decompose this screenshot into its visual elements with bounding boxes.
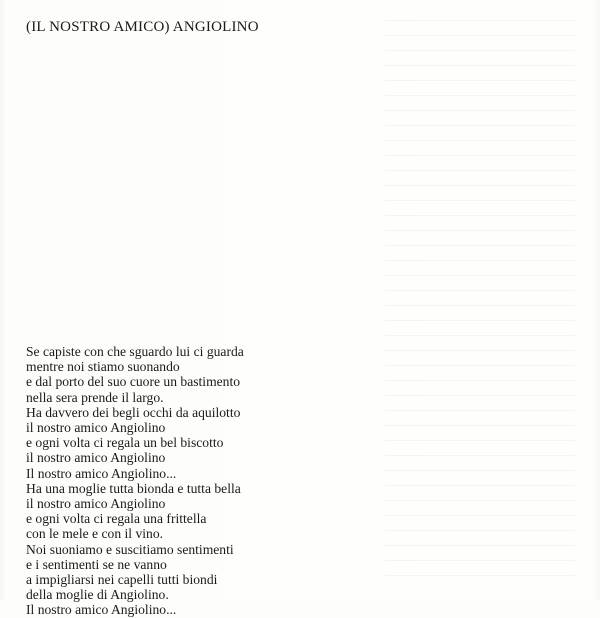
lyric-line: Se capiste con che sguardo lui ci guarda [26, 344, 244, 359]
lyric-line: il nostro amico Angiolino [26, 450, 166, 466]
lyric-line: Il nostro amico Angiolino... [26, 465, 177, 481]
lyric-line: e ogni volta ci regala una frittella [26, 511, 207, 527]
lyric-line: Il nostro amico Angiolino... [26, 602, 177, 618]
lyric-line: a impigliarsi nei capelli tutti biondi [26, 572, 218, 588]
lyric-line: nella sera prende il largo. [26, 389, 164, 405]
lyric-line: della moglie di Angiolino. [26, 587, 169, 603]
lyric-line: mentre noi stiamo suonando [26, 359, 180, 375]
lyric-line: e i sentimenti se ne vanno [26, 556, 167, 572]
show-through-texture [385, 20, 575, 580]
lyric-line: il nostro amico Angiolino [26, 496, 166, 512]
lyric-line: il nostro amico Angiolino [26, 420, 166, 436]
lyric-line: Noi suoniamo e suscitiamo sentimenti [26, 541, 234, 557]
lyric-line: e ogni volta ci regala un bel biscotto [26, 435, 224, 451]
song-title: (IL NOSTRO AMICO) ANGIOLINO [26, 19, 259, 35]
lyric-line: Ha davvero dei begli occhi da aquilotto [26, 404, 241, 420]
lyric-line: Ha una moglie tutta bionda e tutta bella [26, 480, 241, 496]
lyrics-block [26, 344, 244, 618]
lyric-line: e dal porto del suo cuore un bastimento [26, 374, 241, 390]
lyric-line: con le mele e con il vino. [26, 526, 164, 542]
